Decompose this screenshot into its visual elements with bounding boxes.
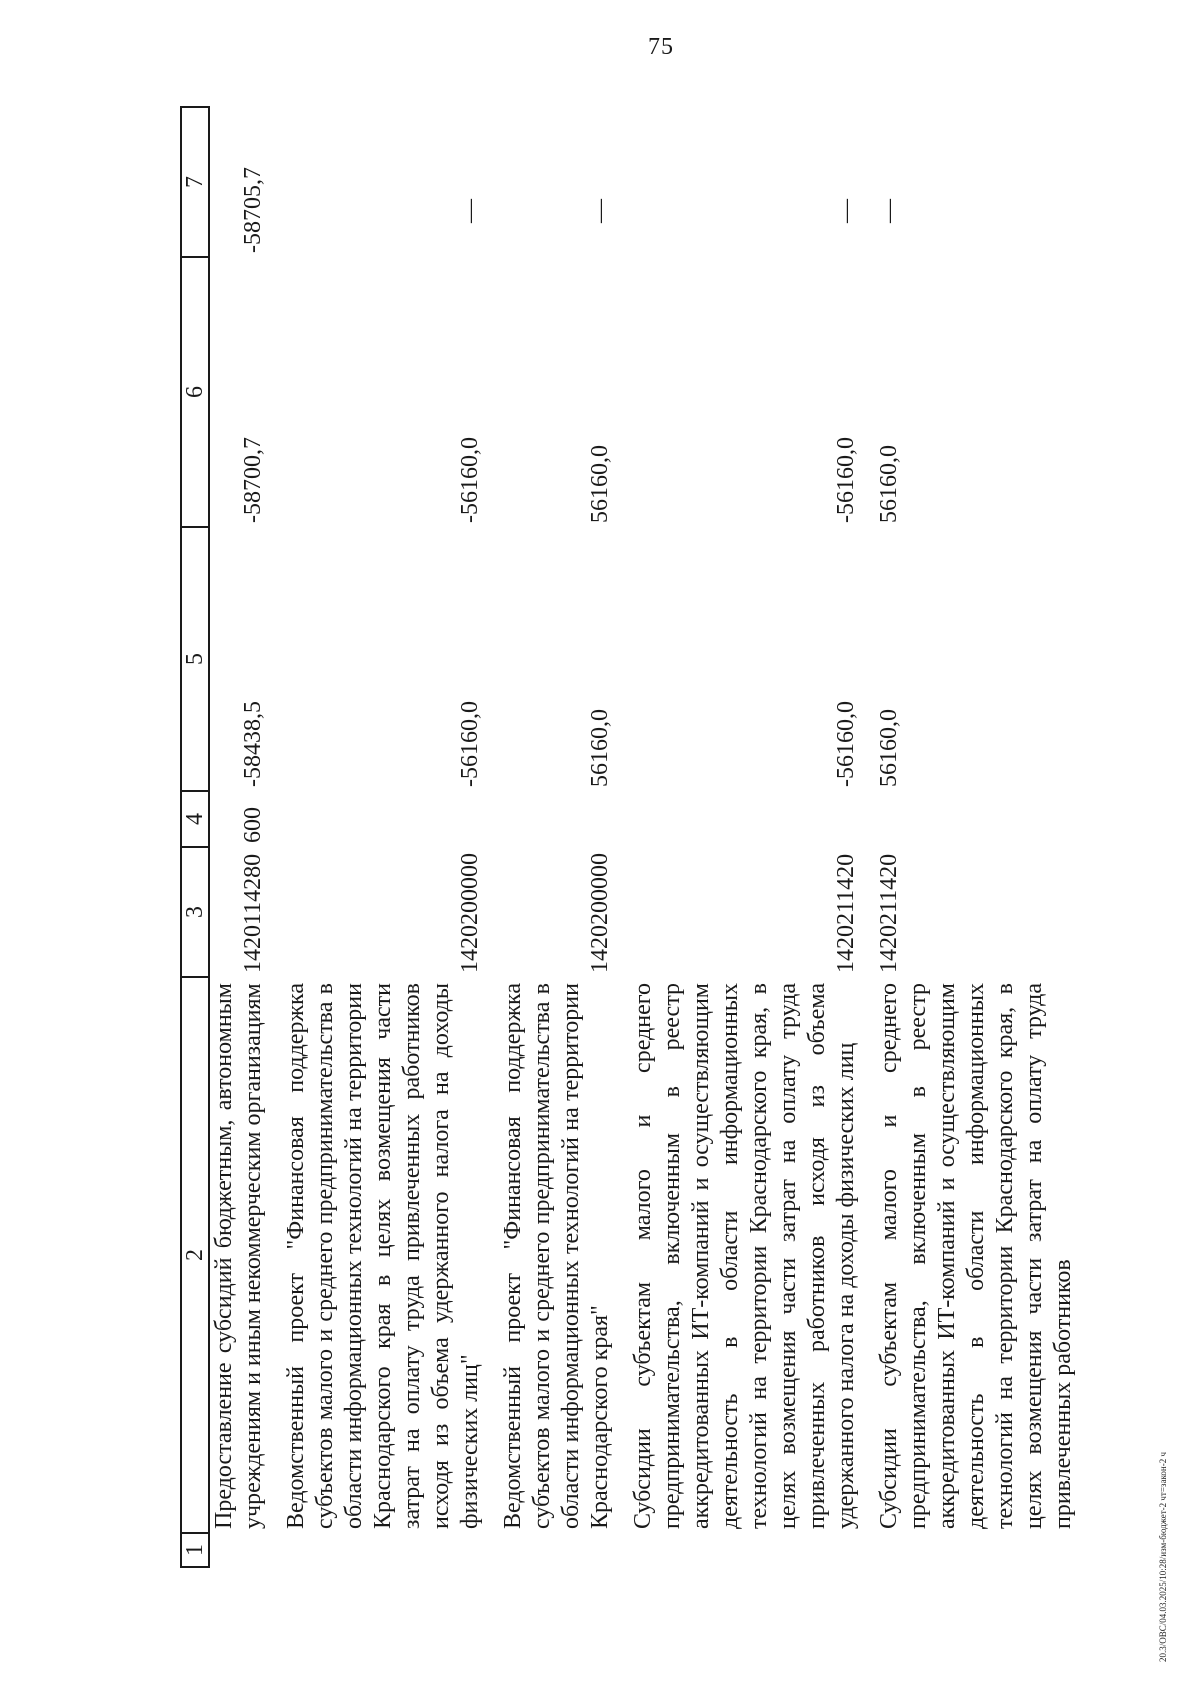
row-col5: 56160,0 [587, 709, 613, 787]
row-col7: — [587, 199, 613, 223]
header-col-3: 3 [181, 847, 209, 977]
row-col6: 56160,0 [876, 445, 902, 523]
table-row [499, 107, 629, 1567]
header-col-1: 1 [181, 1533, 209, 1567]
table-row [629, 107, 875, 1567]
row-type [629, 791, 875, 847]
header-col-4: 4 [181, 791, 209, 847]
row-description: Субсидии субъектам малого и среднего предпринимательства, включенным в реестр аккредитованных ИТ-компаний и осуществляющим деятельность в области информационных технологий на территории Краснодарского края, в целях возмещения части затрат на оплату труда привлеченных работников исходя из объема удержанного налога на доходы физических лиц [630, 983, 859, 1529]
row-type [499, 791, 629, 847]
row-col7: — [457, 199, 483, 223]
row-description: Ведомственный проект "Финансовая поддержка субъектов малого и среднего предпринимательства в области информационных технологий на территории Краснодарского края в целях возмещения части затрат на оплату труда привлеченных работников исходя из объема удержанного налога на доходы физических лиц" [283, 983, 483, 1529]
row-col5: -56160,0 [833, 701, 859, 787]
header-col-2: 2 [181, 977, 209, 1533]
page-number: 75 [648, 34, 674, 60]
row-code: 1420211420 [833, 853, 859, 973]
row-description: Предоставление субсидий бюджетным, автономным учреждениям и иным некоммерческим организациям [211, 983, 266, 1529]
row-code: 1420200000 [457, 853, 483, 973]
table-row [282, 107, 499, 1567]
header-col-5: 5 [181, 527, 209, 791]
row-code: 1420114280 [240, 853, 266, 973]
row-type [282, 791, 499, 847]
row-code: 1420200000 [587, 853, 613, 973]
budget-table-rotated [180, 108, 1140, 1568]
row-col6: 56160,0 [587, 445, 613, 523]
row-type: 600 [240, 807, 266, 843]
header-col-7: 7 [181, 107, 209, 257]
table-header-row [181, 107, 209, 1567]
row-col5: 56160,0 [876, 709, 902, 787]
row-description: Ведомственный проект "Финансовая поддержка субъектов малого и среднего предпринимательства в области информационных технологий на территории Краснодарского края" [500, 983, 613, 1529]
table-row [875, 107, 1092, 1567]
row-code: 1420211420 [876, 853, 902, 973]
table-row [209, 107, 282, 1567]
row-col6: -56160,0 [833, 437, 859, 523]
row-col7: -58705,7 [240, 167, 266, 253]
row-col5: -58438,5 [240, 701, 266, 787]
row-col6: -56160,0 [457, 437, 483, 523]
row-col6: -58700,7 [240, 437, 266, 523]
row-type [875, 791, 1092, 847]
budget-table [180, 106, 1092, 1568]
row-col7: — [833, 199, 859, 223]
row-col7: — [876, 199, 902, 223]
header-col-6: 6 [181, 257, 209, 527]
row-description: Субсидии субъектам малого и среднего предпринимательства, включенным в реестр аккредитованных ИТ-компаний и осуществляющим деятельность в области информационных технологий на территории Краснодарского края, в целях возмещения части затрат на оплату труда привлеченных работников [876, 983, 1076, 1529]
footer-document-code: 20.3/ОВС/04.03.2025/10:28/изм-бюджет-2 чт=закон-2 ч [1158, 1452, 1168, 1662]
row-col5: -56160,0 [457, 701, 483, 787]
